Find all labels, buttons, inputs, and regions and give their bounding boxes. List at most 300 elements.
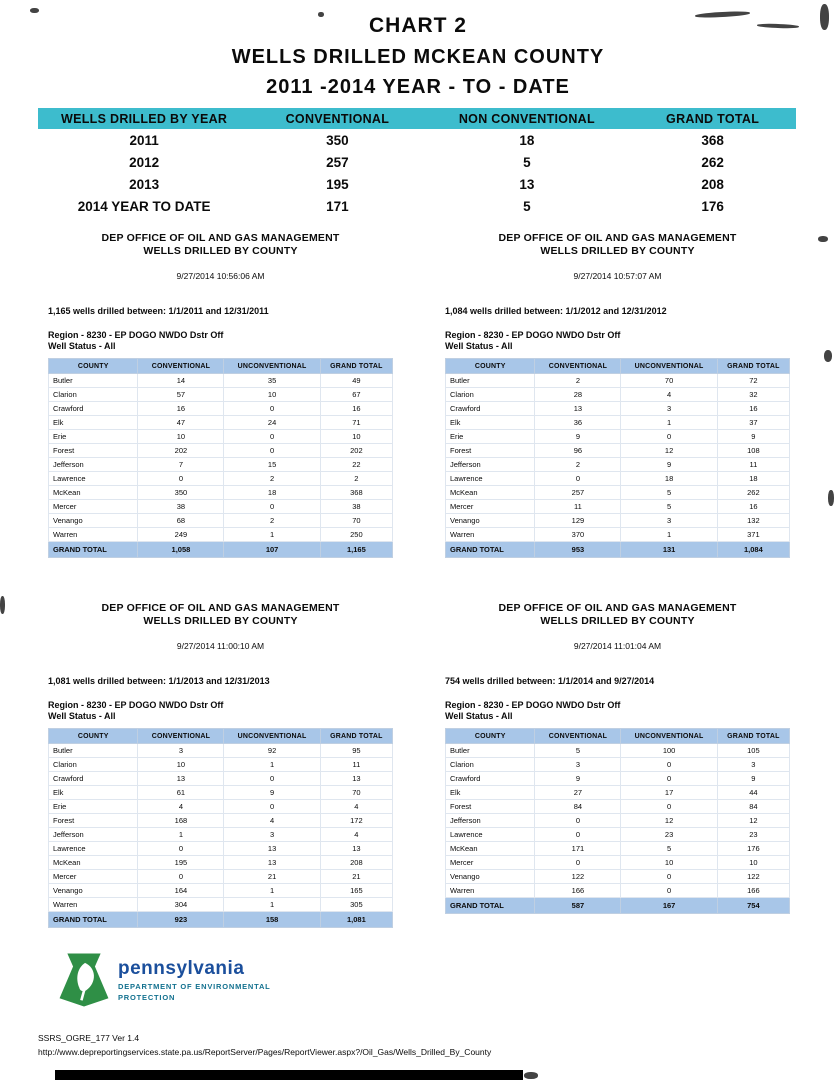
cell-value: 305 <box>320 898 392 912</box>
chart-number-title: CHART 2 <box>368 14 467 37</box>
cell-value: 1 <box>621 528 717 542</box>
grand-total-row <box>446 542 790 558</box>
cell-value: 129 <box>535 514 621 528</box>
row-label: Erie <box>49 800 138 814</box>
report-filters <box>48 700 393 722</box>
table-row <box>49 528 393 542</box>
cell-value: 195 <box>326 176 349 192</box>
cell-value: 195 <box>138 856 224 870</box>
row-label: Jefferson <box>49 458 138 472</box>
wells-by-county-table-2011 <box>48 358 393 558</box>
row-label: McKean <box>446 486 535 500</box>
cell-value: 4 <box>621 388 717 402</box>
row-label: Clarion <box>446 758 535 772</box>
cell-value: 10 <box>224 388 320 402</box>
report-heading-line1: DEP OFFICE OF OIL AND GAS MANAGEMENT <box>101 602 340 614</box>
cell-value: 9 <box>717 772 789 786</box>
cell-value: 250 <box>320 528 392 542</box>
row-label: Jefferson <box>446 814 535 828</box>
column-header: COUNTY <box>446 359 535 374</box>
grand-total-cell: 1,081 <box>320 912 392 928</box>
cell-value: 3 <box>621 514 717 528</box>
header-row <box>49 359 393 374</box>
table-row <box>446 514 790 528</box>
table-row <box>38 151 796 173</box>
wells-drilled-summary: 1,165 wells drilled between: 1/1/2011 and 12/31/2011 <box>48 306 269 316</box>
cell-value: 7 <box>138 458 224 472</box>
row-label: Lawrence <box>49 472 138 486</box>
row-label: Forest <box>446 800 535 814</box>
row-label: Venango <box>49 514 138 528</box>
cell-value: 164 <box>138 884 224 898</box>
table-row <box>446 416 790 430</box>
table-row <box>49 514 393 528</box>
wells-drilled-summary: 754 wells drilled between: 1/1/2014 and 9/27/2014 <box>445 676 655 686</box>
cell-value: 368 <box>320 486 392 500</box>
cell-value: 370 <box>535 528 621 542</box>
cell-value: 5 <box>621 486 717 500</box>
cell-value: 27 <box>535 786 621 800</box>
cell-value: 171 <box>326 198 349 214</box>
table-row <box>49 786 393 800</box>
row-label: Warren <box>49 528 138 542</box>
cell-value: 0 <box>138 842 224 856</box>
cell-value: 4 <box>138 800 224 814</box>
row-label: Warren <box>446 528 535 542</box>
row-label: Elk <box>446 416 535 430</box>
table-row <box>446 842 790 856</box>
cell-value: 208 <box>701 176 724 192</box>
grand-total-cell: GRAND TOTAL <box>49 542 138 558</box>
cell-value: 1 <box>224 884 320 898</box>
cell-value: 49 <box>320 374 392 388</box>
row-label: Crawford <box>49 772 138 786</box>
grand-total-cell: 1,058 <box>138 542 224 558</box>
cell-value: 10 <box>717 856 789 870</box>
cell-value: 12 <box>621 814 717 828</box>
cell-value: 304 <box>138 898 224 912</box>
table-row <box>446 472 790 486</box>
cell-value: 16 <box>717 500 789 514</box>
report-heading-line1: DEP OFFICE OF OIL AND GAS MANAGEMENT <box>498 602 737 614</box>
scan-artifact <box>524 1072 538 1079</box>
cell-value: 13 <box>519 176 535 192</box>
cell-value: 0 <box>621 884 717 898</box>
row-label: Mercer <box>49 500 138 514</box>
row-label: Mercer <box>446 856 535 870</box>
row-label: Jefferson <box>446 458 535 472</box>
cell-value: 5 <box>621 842 717 856</box>
report-filters <box>48 330 393 352</box>
cell-value: 0 <box>535 828 621 842</box>
report-heading <box>48 232 393 258</box>
well-status-label: Well Status - All <box>48 341 116 351</box>
cell-value: 176 <box>717 842 789 856</box>
report-heading-line2: WELLS DRILLED BY COUNTY <box>540 245 695 257</box>
cell-value: 17 <box>621 786 717 800</box>
table-row <box>49 500 393 514</box>
cell-value: 32 <box>717 388 789 402</box>
cell-value: 5 <box>535 744 621 758</box>
report-heading-line1: DEP OFFICE OF OIL AND GAS MANAGEMENT <box>101 232 340 244</box>
cell-value: 122 <box>535 870 621 884</box>
column-header: GRAND TOTAL <box>320 359 392 374</box>
table-row <box>49 444 393 458</box>
row-label: Elk <box>49 416 138 430</box>
cell-value: 13 <box>535 402 621 416</box>
cell-value: 368 <box>701 132 724 148</box>
cell-value: 57 <box>138 388 224 402</box>
cell-value: 202 <box>320 444 392 458</box>
table-row <box>38 195 796 217</box>
cell-value: 2 <box>224 472 320 486</box>
report-source-url: http://www.depreportingservices.state.pa.us/ReportServer/Pages/ReportViewer.aspx?/Oil_Gas/Wells_Drilled_By_County <box>38 1047 492 1057</box>
cell-value: 10 <box>621 856 717 870</box>
cell-value: 61 <box>138 786 224 800</box>
row-label: Crawford <box>446 772 535 786</box>
row-label: McKean <box>49 486 138 500</box>
table-row <box>49 800 393 814</box>
cell-value: 0 <box>621 758 717 772</box>
scan-artifact <box>0 596 5 614</box>
cell-value: 3 <box>535 758 621 772</box>
table-row <box>49 870 393 884</box>
cell-value: 5 <box>621 500 717 514</box>
cell-value: 21 <box>320 870 392 884</box>
cell-value: 35 <box>224 374 320 388</box>
well-status-label: Well Status - All <box>445 711 513 721</box>
row-label: Erie <box>49 430 138 444</box>
header-row <box>446 729 790 744</box>
cell-value: 9 <box>224 786 320 800</box>
report-timestamp: 9/27/2014 11:01:04 AM <box>573 641 662 651</box>
cell-value: 350 <box>138 486 224 500</box>
cell-value: 0 <box>224 402 320 416</box>
cell-value: 22 <box>320 458 392 472</box>
cell-value: 257 <box>326 154 349 170</box>
column-header: UNCONVENTIONAL <box>621 729 717 744</box>
grand-total-cell: GRAND TOTAL <box>446 898 535 914</box>
cell-value: 371 <box>717 528 789 542</box>
logo-dept-line2: PROTECTION <box>118 993 176 1002</box>
table-row <box>49 430 393 444</box>
cell-value: 4 <box>224 814 320 828</box>
grand-total-row <box>446 898 790 914</box>
cell-value: 23 <box>621 828 717 842</box>
cell-value: 12 <box>717 814 789 828</box>
chart-main-title: WELLS DRILLED MCKEAN COUNTY <box>231 46 605 68</box>
cell-value: 11 <box>535 500 621 514</box>
cell-value: 105 <box>717 744 789 758</box>
table-row <box>446 828 790 842</box>
row-label: Warren <box>49 898 138 912</box>
cell-value: 96 <box>535 444 621 458</box>
cell-value: 28 <box>535 388 621 402</box>
row-label: McKean <box>49 856 138 870</box>
report-heading-line2: WELLS DRILLED BY COUNTY <box>540 615 695 627</box>
column-header: GRAND TOTAL <box>717 729 789 744</box>
column-header: UNCONVENTIONAL <box>224 729 320 744</box>
report-timestamp: 9/27/2014 11:00:10 AM <box>176 641 265 651</box>
cell-value: 16 <box>138 402 224 416</box>
cell-value: 4 <box>320 800 392 814</box>
cell-value: 0 <box>224 800 320 814</box>
cell-value: 168 <box>138 814 224 828</box>
report-heading <box>445 232 790 258</box>
table-row <box>446 772 790 786</box>
column-header: CONVENTIONAL <box>250 108 424 129</box>
row-label: Mercer <box>49 870 138 884</box>
cell-value: 2 <box>320 472 392 486</box>
column-header: GRAND TOTAL <box>320 729 392 744</box>
grand-total-cell: 754 <box>717 898 789 914</box>
cell-value: 11 <box>320 758 392 772</box>
cell-value: 9 <box>621 458 717 472</box>
row-label: 2011 <box>129 132 159 148</box>
grand-total-row <box>49 542 393 558</box>
cell-value: 1 <box>224 898 320 912</box>
cell-value: 70 <box>621 374 717 388</box>
row-label: Forest <box>49 814 138 828</box>
scan-artifact <box>828 490 834 506</box>
region-label: Region - 8230 - EP DOGO NWDO Dstr Off <box>445 330 621 340</box>
table-row <box>49 388 393 402</box>
table-row <box>446 528 790 542</box>
grand-total-cell: 953 <box>535 542 621 558</box>
table-row <box>446 458 790 472</box>
cell-value: 84 <box>717 800 789 814</box>
cell-value: 2 <box>535 374 621 388</box>
logo-wordmark <box>118 952 271 1002</box>
row-label: Lawrence <box>446 472 535 486</box>
cell-value: 350 <box>326 132 349 148</box>
cell-value: 72 <box>717 374 789 388</box>
region-label: Region - 8230 - EP DOGO NWDO Dstr Off <box>48 330 224 340</box>
cell-value: 0 <box>138 870 224 884</box>
row-label: Jefferson <box>49 828 138 842</box>
table-row <box>49 402 393 416</box>
cell-value: 11 <box>717 458 789 472</box>
table-row <box>49 842 393 856</box>
table-row <box>49 828 393 842</box>
cell-value: 0 <box>535 856 621 870</box>
cell-value: 1 <box>138 828 224 842</box>
scan-artifact <box>318 12 324 17</box>
row-label: Butler <box>49 744 138 758</box>
pa-dep-logo <box>58 952 271 1008</box>
cell-value: 0 <box>621 430 717 444</box>
cell-value: 71 <box>320 416 392 430</box>
cell-value: 3 <box>717 758 789 772</box>
row-label: Forest <box>446 444 535 458</box>
row-label: Erie <box>446 430 535 444</box>
row-label: 2013 <box>129 176 160 192</box>
column-header: COUNTY <box>49 729 138 744</box>
report-heading-line1: DEP OFFICE OF OIL AND GAS MANAGEMENT <box>498 232 737 244</box>
row-label: Venango <box>49 884 138 898</box>
cell-value: 16 <box>320 402 392 416</box>
table-row <box>49 458 393 472</box>
row-label: Butler <box>446 374 535 388</box>
cell-value: 68 <box>138 514 224 528</box>
row-label: Venango <box>446 870 535 884</box>
cell-value: 13 <box>320 772 392 786</box>
report-filters <box>445 700 790 722</box>
grand-total-cell: 167 <box>621 898 717 914</box>
cell-value: 23 <box>717 828 789 842</box>
cell-value: 47 <box>138 416 224 430</box>
cell-value: 0 <box>535 472 621 486</box>
cell-value: 38 <box>320 500 392 514</box>
row-label: Clarion <box>49 758 138 772</box>
region-label: Region - 8230 - EP DOGO NWDO Dstr Off <box>445 700 621 710</box>
column-header: CONVENTIONAL <box>138 359 224 374</box>
scan-artifact <box>824 350 832 362</box>
table-row <box>446 800 790 814</box>
table-row <box>446 486 790 500</box>
cell-value: 0 <box>621 870 717 884</box>
cell-value: 67 <box>320 388 392 402</box>
cell-value: 2 <box>535 458 621 472</box>
table-row <box>446 786 790 800</box>
well-status-label: Well Status - All <box>48 711 116 721</box>
cell-value: 0 <box>621 772 717 786</box>
column-header: UNCONVENTIONAL <box>621 359 717 374</box>
grand-total-cell: 158 <box>224 912 320 928</box>
column-header: GRAND TOTAL <box>629 108 796 129</box>
grand-total-cell: GRAND TOTAL <box>49 912 138 928</box>
table-row <box>446 870 790 884</box>
report-2014 <box>445 602 790 914</box>
table-row <box>38 129 796 151</box>
cell-value: 249 <box>138 528 224 542</box>
report-timestamp: 9/27/2014 10:57:07 AM <box>573 271 662 281</box>
wells-by-county-table-2013 <box>48 728 393 928</box>
table-row <box>446 374 790 388</box>
table-row <box>446 500 790 514</box>
cell-value: 10 <box>320 430 392 444</box>
cell-value: 14 <box>138 374 224 388</box>
region-label: Region - 8230 - EP DOGO NWDO Dstr Off <box>48 700 224 710</box>
report-2013 <box>48 602 393 928</box>
cell-value: 16 <box>717 402 789 416</box>
row-label: McKean <box>446 842 535 856</box>
column-header: CONVENTIONAL <box>535 359 621 374</box>
cell-value: 176 <box>701 198 724 214</box>
wells-drilled-summary: 1,081 wells drilled between: 1/1/2013 and 12/31/2013 <box>48 676 270 686</box>
grand-total-cell: 1,165 <box>320 542 392 558</box>
grand-total-cell: 131 <box>621 542 717 558</box>
row-label: Warren <box>446 884 535 898</box>
table-row <box>49 472 393 486</box>
cell-value: 202 <box>138 444 224 458</box>
cell-value: 1 <box>621 416 717 430</box>
table-row <box>49 374 393 388</box>
table-row <box>446 884 790 898</box>
table-row <box>446 430 790 444</box>
cell-value: 3 <box>224 828 320 842</box>
cell-value: 9 <box>535 772 621 786</box>
wells-by-year-summary-table <box>38 108 796 217</box>
table-row <box>49 416 393 430</box>
cell-value: 18 <box>717 472 789 486</box>
cell-value: 3 <box>138 744 224 758</box>
column-header: COUNTY <box>446 729 535 744</box>
row-label: Forest <box>49 444 138 458</box>
table-row <box>446 388 790 402</box>
wells-by-county-table-2012 <box>445 358 790 558</box>
cell-value: 36 <box>535 416 621 430</box>
cell-value: 9 <box>535 430 621 444</box>
grand-total-cell: GRAND TOTAL <box>446 542 535 558</box>
cell-value: 12 <box>621 444 717 458</box>
grand-total-row <box>49 912 393 928</box>
cell-value: 13 <box>138 772 224 786</box>
cell-value: 24 <box>224 416 320 430</box>
wells-drilled-summary: 1,084 wells drilled between: 1/1/2012 and 12/31/2012 <box>445 306 667 316</box>
logo-dept-line1: DEPARTMENT OF ENVIRONMENTAL <box>118 982 271 991</box>
grand-total-cell: 1,084 <box>717 542 789 558</box>
cell-value: 70 <box>320 514 392 528</box>
wells-by-county-table-2014 <box>445 728 790 914</box>
cell-value: 13 <box>224 856 320 870</box>
scan-artifact-bar <box>55 1070 523 1080</box>
table-row <box>49 856 393 870</box>
column-header: GRAND TOTAL <box>717 359 789 374</box>
keystone-leaf-icon <box>58 952 110 1008</box>
cell-value: 5 <box>523 198 531 214</box>
cell-value: 166 <box>535 884 621 898</box>
row-label: Butler <box>446 744 535 758</box>
row-label: Elk <box>446 786 535 800</box>
cell-value: 95 <box>320 744 392 758</box>
report-heading <box>48 602 393 628</box>
cell-value: 0 <box>224 444 320 458</box>
cell-value: 13 <box>224 842 320 856</box>
column-header: NON CONVENTIONAL <box>425 108 630 129</box>
header-row <box>446 359 790 374</box>
cell-value: 9 <box>717 430 789 444</box>
cell-value: 38 <box>138 500 224 514</box>
scan-artifact <box>820 4 829 30</box>
column-header: WELLS DRILLED BY YEAR <box>38 108 250 129</box>
logo-pennsylvania-text: pennsylvania <box>118 958 245 979</box>
row-label: Venango <box>446 514 535 528</box>
column-header: CONVENTIONAL <box>138 729 224 744</box>
cell-value: 108 <box>717 444 789 458</box>
row-label: Clarion <box>49 388 138 402</box>
cell-value: 18 <box>621 472 717 486</box>
row-label: Elk <box>49 786 138 800</box>
grand-total-cell: 587 <box>535 898 621 914</box>
cell-value: 208 <box>320 856 392 870</box>
cell-value: 4 <box>320 828 392 842</box>
cell-value: 1 <box>224 528 320 542</box>
cell-value: 0 <box>224 430 320 444</box>
table-row <box>49 744 393 758</box>
cell-value: 84 <box>535 800 621 814</box>
cell-value: 21 <box>224 870 320 884</box>
row-label: 2014 YEAR TO DATE <box>77 198 211 214</box>
column-header: COUNTY <box>49 359 138 374</box>
table-row <box>49 898 393 912</box>
cell-value: 10 <box>138 758 224 772</box>
scan-artifact <box>30 8 39 13</box>
row-label: Mercer <box>446 500 535 514</box>
report-heading-line2: WELLS DRILLED BY COUNTY <box>143 615 298 627</box>
cell-value: 0 <box>535 814 621 828</box>
cell-value: 5 <box>523 154 531 170</box>
